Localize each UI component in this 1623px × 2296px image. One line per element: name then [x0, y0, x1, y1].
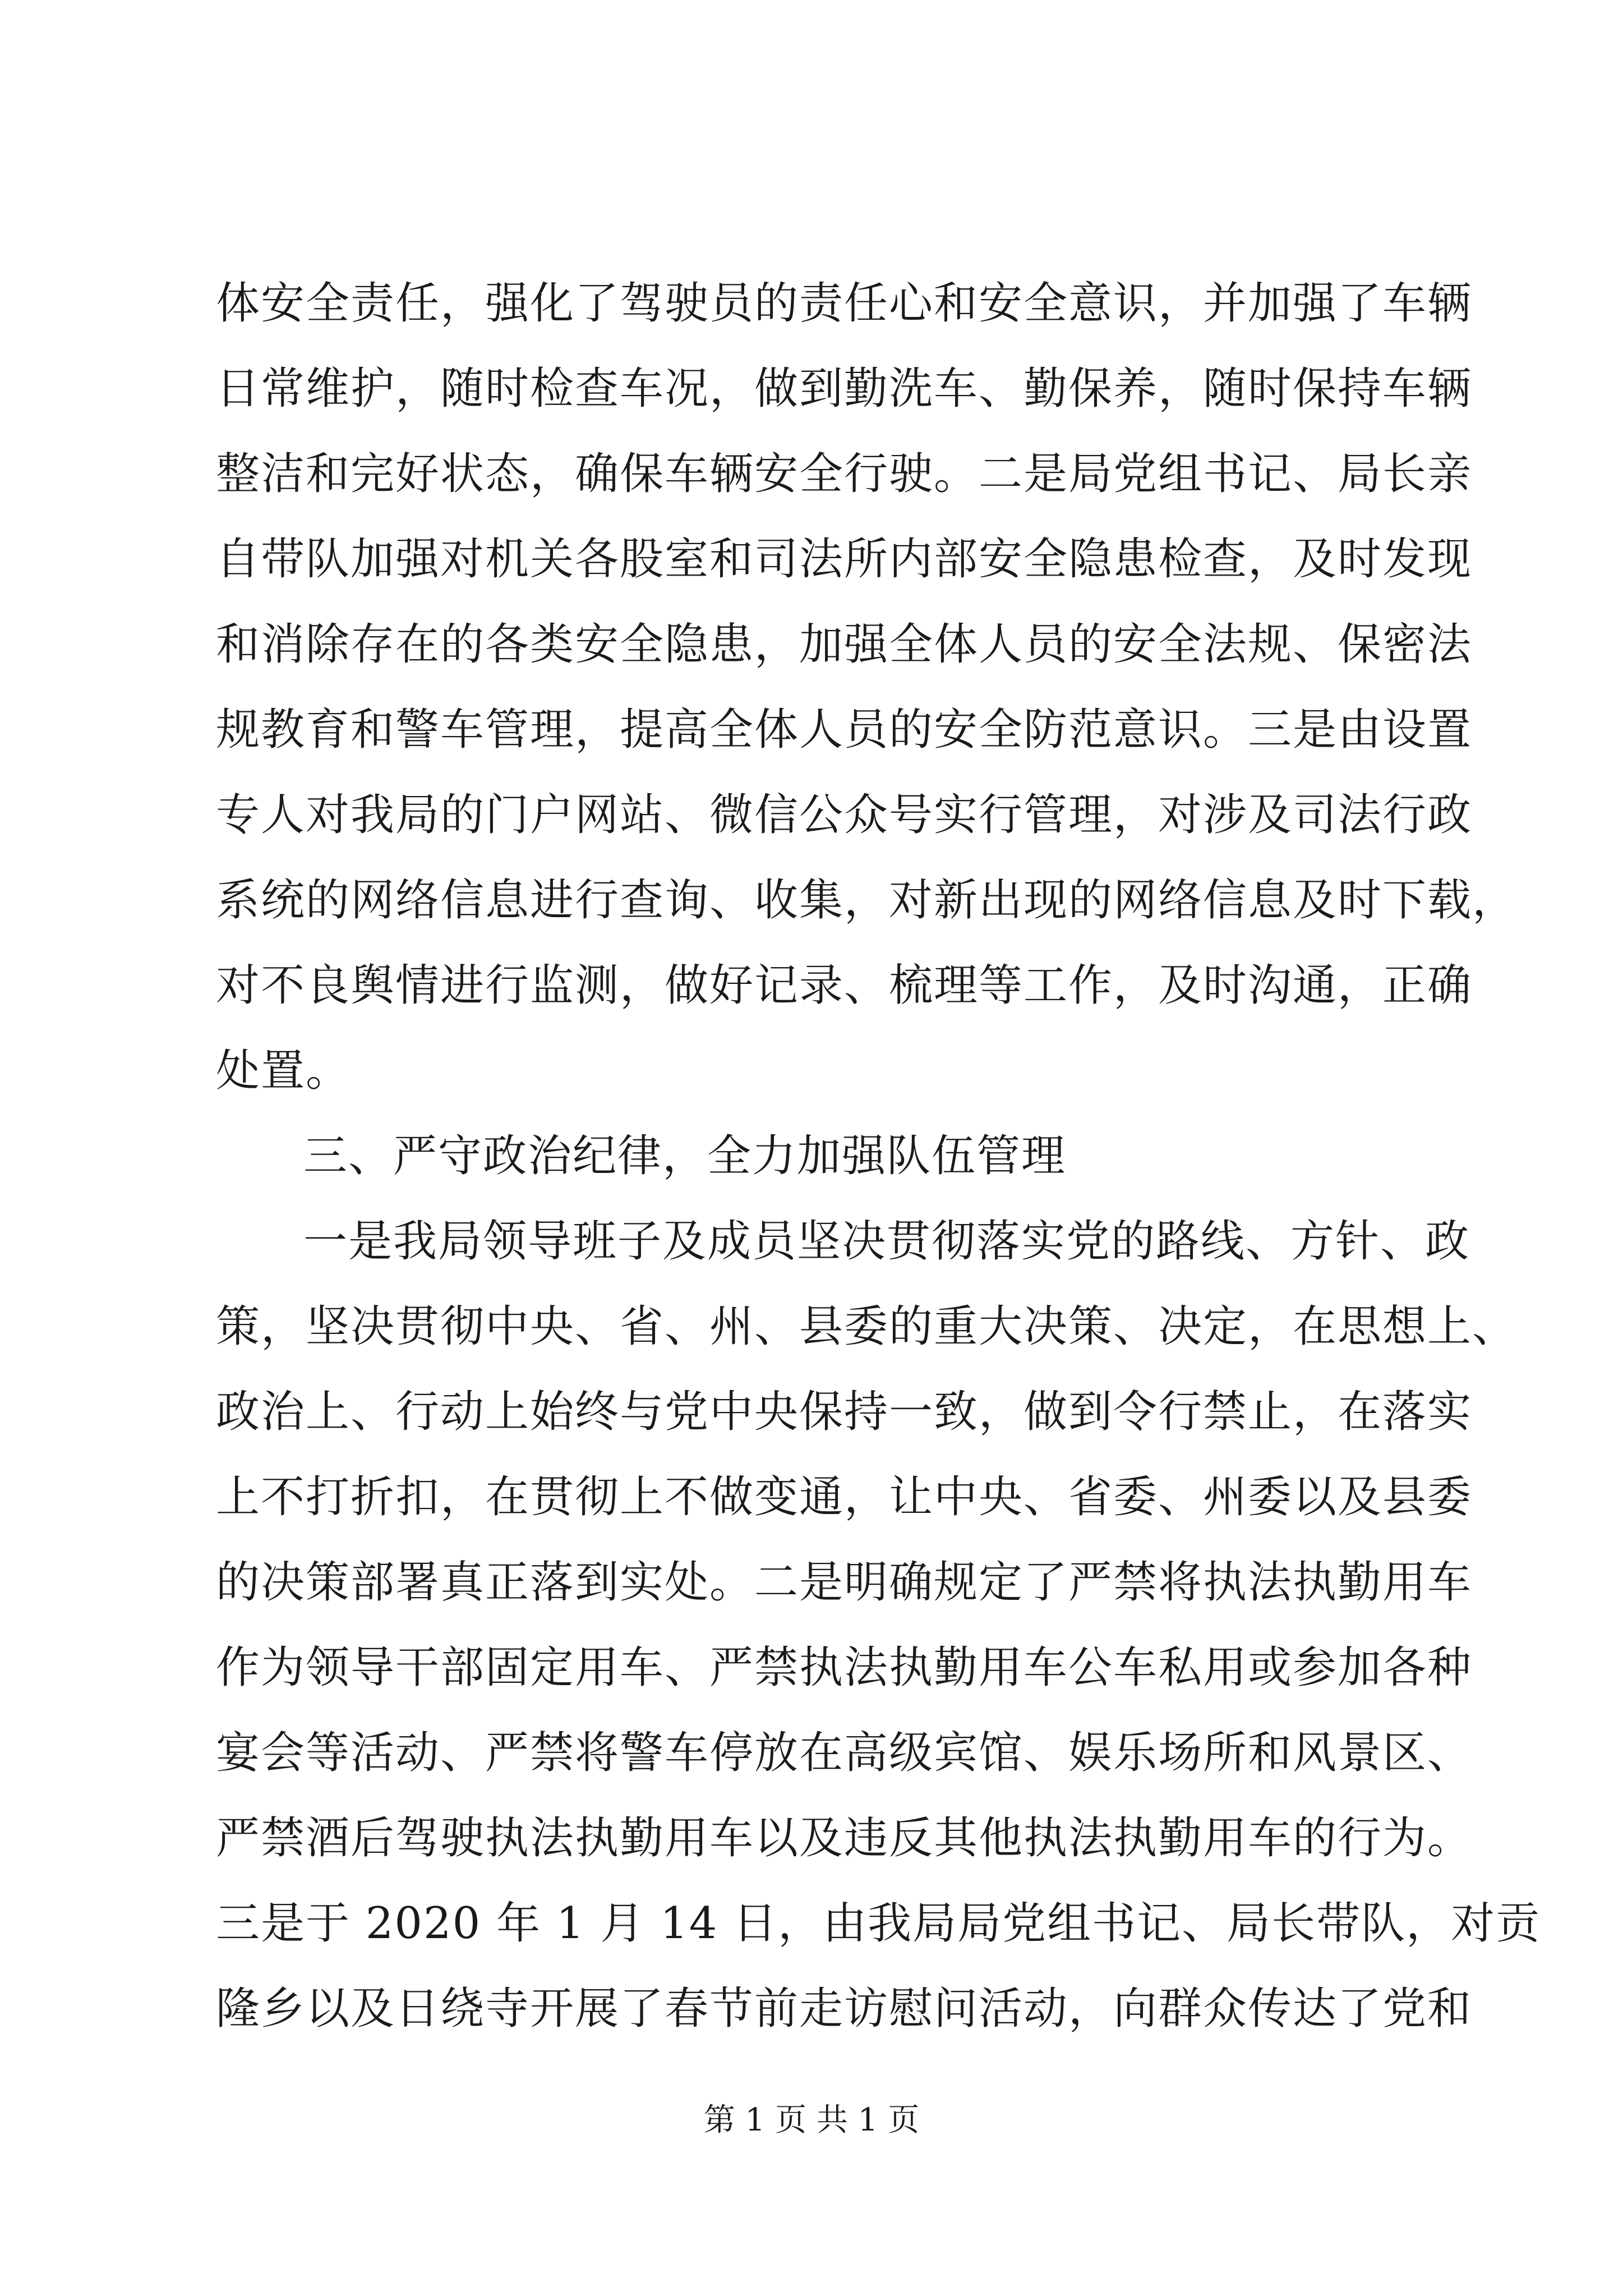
section-heading: 三、严守政治纪律，全力加强队伍管理 — [303, 1131, 1067, 1181]
paragraph-line: 宴会等活动、严禁将警车停放在高级宾馆、娱乐场所和风景区、 — [216, 1728, 1473, 1778]
paragraph-line: 政治上、行动上始终与党中央保持一致，做到令行禁止，在落实 — [216, 1387, 1473, 1437]
paragraph-line: 隆乡以及日绕寺开展了春节前走访慰问活动，向群众传达了党和 — [216, 1984, 1473, 2034]
paragraph-line: 专人对我局的门户网站、微信公众号实行管理，对涉及司法行政 — [216, 790, 1473, 840]
paragraph-line: 系统的网络信息进行查询、收集，对新出现的网络信息及时下载， — [216, 875, 1518, 926]
paragraph-line: 一是我局领导班子及成员坚决贯彻落实党的路线、方针、政 — [303, 1216, 1470, 1267]
document-body — [216, 261, 1541, 2051]
paragraph-line: 体安全责任，强化了驾驶员的责任心和安全意识，并加强了车辆 — [216, 278, 1473, 329]
paragraph-line: 自带队加强对机关各股室和司法所内部安全隐患检查，及时发现 — [216, 534, 1473, 585]
paragraph-line: 作为领导干部固定用车、严禁执法执勤用车公车私用或参加各种 — [216, 1642, 1473, 1693]
paragraph-line: 上不打折扣，在贯彻上不做变通，让中央、省委、州委以及县委 — [216, 1472, 1473, 1522]
paragraph-line: 处置。 — [216, 1046, 351, 1096]
paragraph-line: 整洁和完好状态，确保车辆安全行驶。二是局党组书记、局长亲 — [216, 449, 1473, 499]
paragraph-line: 严禁酒后驾驶执法执勤用车以及违反其他执法执勤用车的行为。 — [216, 1813, 1473, 1864]
paragraph-line: 策，坚决贯彻中央、省、州、县委的重大决策、决定，在思想上、 — [216, 1301, 1518, 1352]
paragraph-line: 和消除存在的各类安全隐患，加强全体人员的安全法规、保密法 — [216, 619, 1473, 670]
paragraph-line: 规教育和警车管理，提高全体人员的安全防范意识。三是由设置 — [216, 705, 1473, 755]
page-footer: 第 1 页 共 1 页 — [703, 2102, 920, 2138]
paragraph-line: 的决策部署真正落到实处。二是明确规定了严禁将执法执勤用车 — [216, 1557, 1473, 1608]
paragraph-line: 日常维护，随时检查车况，做到勤洗车、勤保养，随时保持车辆 — [216, 364, 1473, 414]
paragraph-line: 对不良舆情进行监测，做好记录、梳理等工作，及时沟通，正确 — [216, 960, 1473, 1011]
paragraph-line: 三是于 2020 年 1 月 14 日，由我局局党组书记、局长带队，对贡 — [216, 1898, 1541, 1949]
